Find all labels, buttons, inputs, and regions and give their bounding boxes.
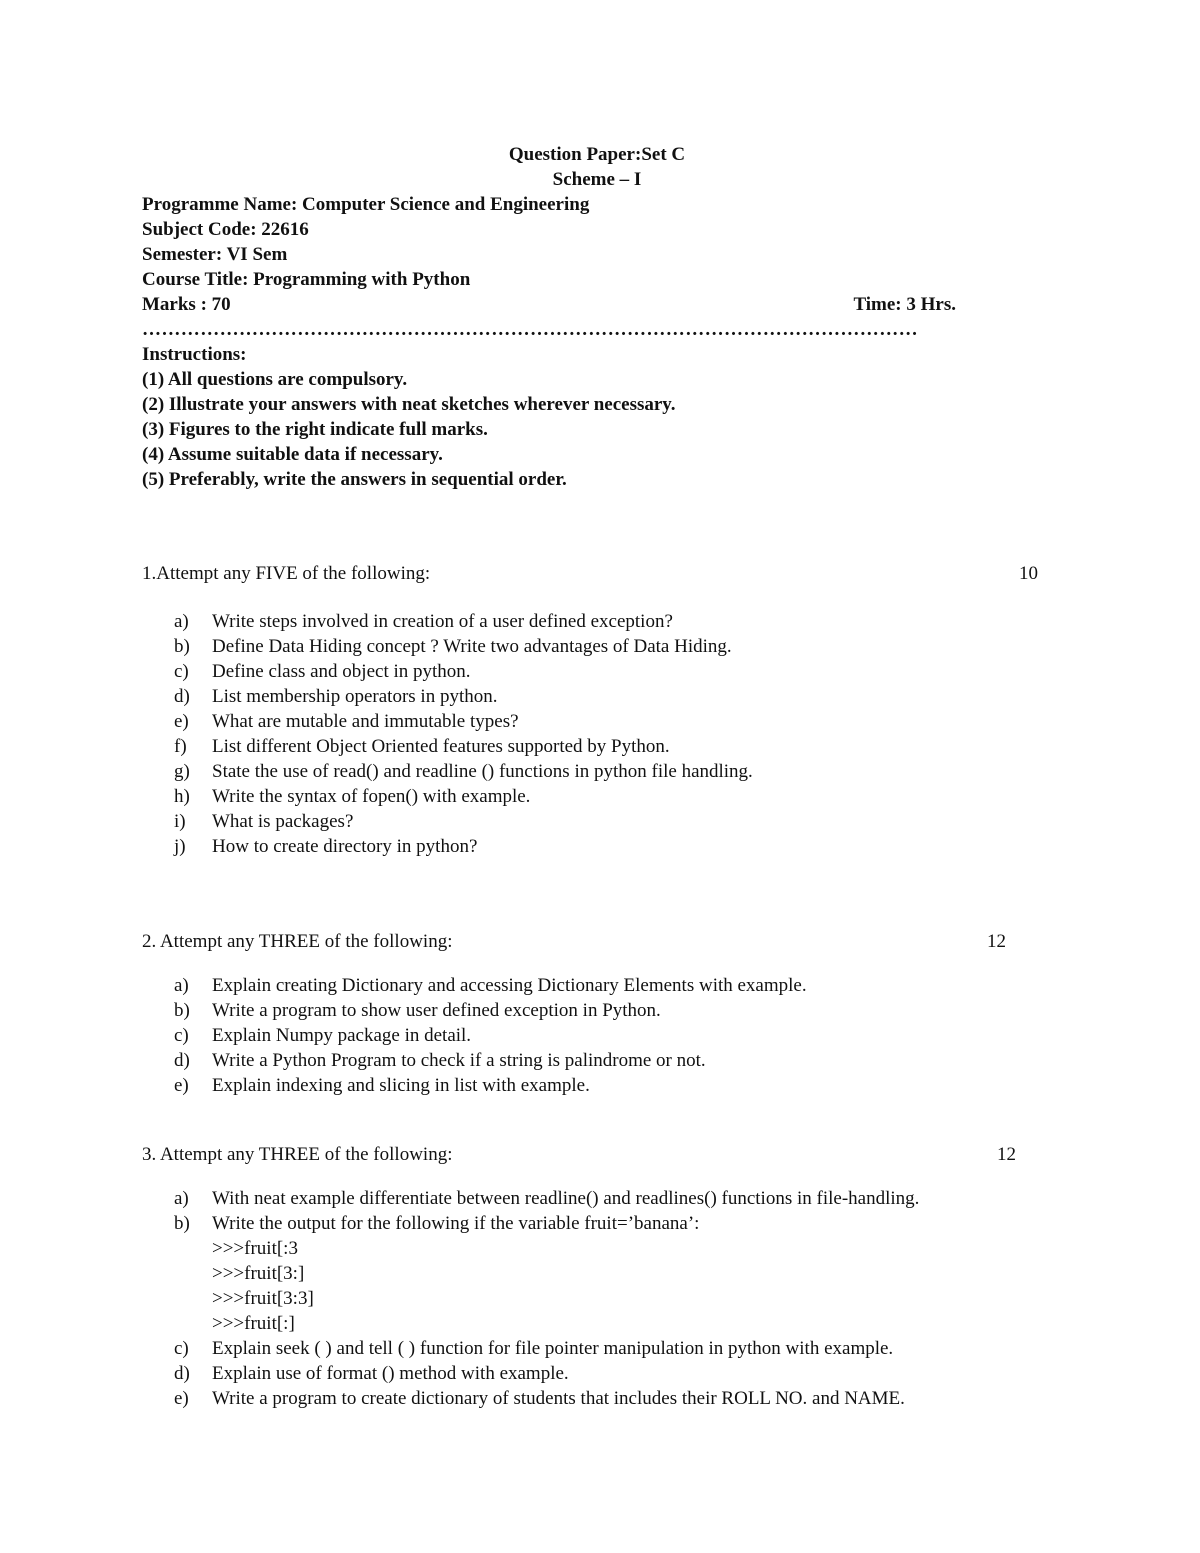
item-letter: a) (174, 1188, 189, 1209)
item-letter: c) (174, 661, 189, 682)
list-item (142, 609, 1038, 634)
item-letter: e) (174, 1388, 189, 1409)
item-letter: a) (174, 611, 189, 632)
item-letter: b) (174, 636, 190, 657)
list-item (142, 1336, 1016, 1361)
list-item (142, 1186, 1016, 1211)
item-text: Write a Python Program to check if a string is palindrome or not. (212, 1050, 706, 1071)
question-title: 2. Attempt any THREE of the following: (142, 931, 453, 952)
list-item (142, 709, 1038, 734)
item-text: With neat example differentiate between readline() and readlines() functions in file-handling. (212, 1188, 920, 1209)
list-item (142, 1211, 1016, 1236)
item-text: Write the output for the following if the variable fruit=’banana’: (212, 1213, 700, 1234)
item-text: Explain creating Dictionary and accessing Dictionary Elements with example. (212, 975, 807, 996)
list-item (142, 1073, 1006, 1098)
list-item (142, 759, 1038, 784)
item-letter: d) (174, 686, 190, 707)
exam-time: Time: 3 Hrs. (853, 294, 956, 315)
item-text: How to create directory in python? (212, 836, 478, 857)
item-text: Write a program to create dictionary of students that includes their ROLL NO. and NAME. (212, 1388, 905, 1409)
total-marks: Marks : 70 (142, 294, 231, 315)
question-marks: 12 (997, 1144, 1016, 1165)
question-list (142, 973, 1006, 1098)
programme-name: Programme Name: Computer Science and Engineering (142, 194, 590, 215)
item-letter: f) (174, 736, 187, 757)
list-item (142, 809, 1038, 834)
item-letter: c) (174, 1338, 189, 1359)
code-line: >>>fruit[:3 (212, 1238, 298, 1259)
question-3 (142, 1142, 1016, 1411)
list-item (142, 834, 1038, 859)
list-item (142, 734, 1038, 759)
item-text: Explain Numpy package in detail. (212, 1025, 472, 1046)
item-text: Explain seek ( ) and tell ( ) function for file pointer manipulation in python with example. (212, 1338, 894, 1359)
question-marks: 12 (987, 931, 1006, 952)
dotted-divider: ………………………………………………………………………………………………………… (142, 319, 918, 340)
item-letter: i) (174, 811, 186, 832)
instruction-item: (5) Preferably, write the answers in sequential order. (142, 469, 567, 490)
item-letter: b) (174, 1000, 190, 1021)
question-list (142, 1186, 1016, 1411)
code-line: >>>fruit[3:] (212, 1263, 305, 1284)
scheme-line: Scheme – I (552, 169, 642, 190)
item-letter: b) (174, 1213, 190, 1234)
list-item (142, 1048, 1006, 1073)
list-item (142, 659, 1038, 684)
question-title: 1.Attempt any FIVE of the following: (142, 563, 431, 584)
code-line: >>>fruit[:] (212, 1313, 295, 1334)
item-letter: d) (174, 1050, 190, 1071)
list-item (142, 973, 1006, 998)
item-letter: h) (174, 786, 190, 807)
item-text: What are mutable and immutable types? (212, 711, 519, 732)
item-text: Write the syntax of fopen() with example. (212, 786, 531, 807)
question-marks: 10 (1019, 563, 1038, 584)
instruction-item: (1) All questions are compulsory. (142, 369, 408, 390)
subject-code: Subject Code: 22616 (142, 219, 309, 240)
question-list (142, 609, 1038, 859)
item-text: List membership operators in python. (212, 686, 498, 707)
list-item (142, 634, 1038, 659)
list-item (142, 1361, 1016, 1386)
code-line: >>>fruit[3:3] (212, 1288, 314, 1309)
item-letter: a) (174, 975, 189, 996)
item-letter: e) (174, 711, 189, 732)
item-text: List different Object Oriented features supported by Python. (212, 736, 670, 757)
semester: Semester: VI Sem (142, 244, 288, 265)
instruction-item: (4) Assume suitable data if necessary. (142, 444, 443, 465)
item-text: Write steps involved in creation of a user defined exception? (212, 611, 673, 632)
question-heading (142, 1142, 1016, 1167)
item-letter: c) (174, 1025, 189, 1046)
instruction-item: (3) Figures to the right indicate full marks. (142, 419, 488, 440)
paper-title: Question Paper:Set C (508, 144, 686, 165)
paper-header (142, 142, 962, 492)
question-2 (142, 929, 1006, 1098)
item-letter: d) (174, 1363, 190, 1384)
item-text: State the use of read() and readline () functions in python file handling. (212, 761, 753, 782)
item-text: Define Data Hiding concept ? Write two advantages of Data Hiding. (212, 636, 732, 657)
question-heading (142, 561, 1038, 586)
item-text: Explain use of format () method with example. (212, 1363, 569, 1384)
item-text: Explain indexing and slicing in list with example. (212, 1075, 590, 1096)
item-text: Define class and object in python. (212, 661, 471, 682)
item-text: What is packages? (212, 811, 354, 832)
list-item (142, 784, 1038, 809)
question-1 (142, 561, 1038, 859)
item-text: Write a program to show user defined exception in Python. (212, 1000, 661, 1021)
list-item (142, 684, 1038, 709)
list-item (142, 998, 1006, 1023)
item-letter: e) (174, 1075, 189, 1096)
question-title: 3. Attempt any THREE of the following: (142, 1144, 453, 1165)
list-item (142, 1386, 1016, 1411)
course-title: Course Title: Programming with Python (142, 269, 471, 290)
instructions-heading: Instructions: (142, 344, 247, 365)
marks-time-row (142, 292, 956, 317)
item-letter: j) (174, 836, 186, 857)
question-heading (142, 929, 1006, 954)
list-item (142, 1023, 1006, 1048)
instruction-item: (2) Illustrate your answers with neat sketches wherever necessary. (142, 394, 676, 415)
item-letter: g) (174, 761, 190, 782)
